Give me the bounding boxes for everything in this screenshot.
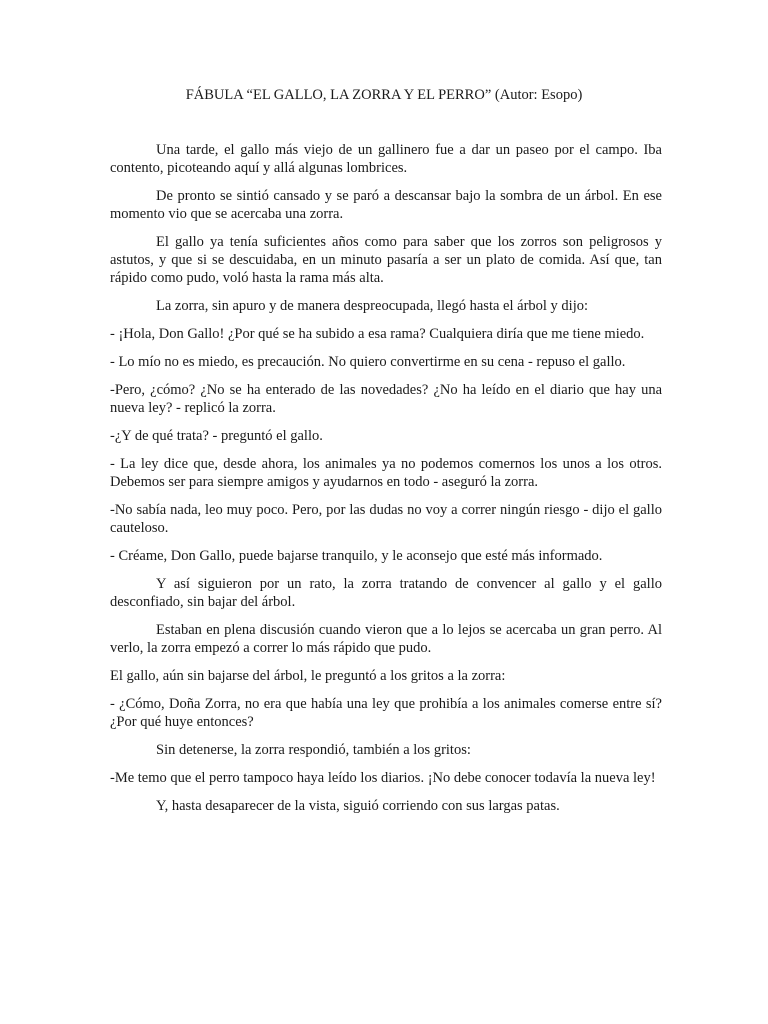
paragraph: Una tarde, el gallo más viejo de un gallinero fue a dar un paseo por el campo. Iba contento, picoteando aquí y allá algunas lombrices. <box>110 142 662 176</box>
document-title: FÁBULA “EL GALLO, LA ZORRA Y EL PERRO” (Autor: Esopo) <box>185 87 583 103</box>
dialogue-line: - ¡Hola, Don Gallo! ¿Por qué se ha subido a esa rama? Cualquiera diría que me tiene miedo. <box>110 326 645 342</box>
dialogue-line: -Me temo que el perro tampoco haya leído los diarios. ¡No debe conocer todavía la nueva ley! <box>110 770 656 786</box>
paragraph: La zorra, sin apuro y de manera despreocupada, llegó hasta el árbol y dijo: <box>156 298 589 314</box>
paragraph: De pronto se sintió cansado y se paró a descansar bajo la sombra de un árbol. En ese momento vio que se acercaba una zorra. <box>110 188 662 222</box>
dialogue-line: - ¿Cómo, Doña Zorra, no era que había una ley que prohibía a los animales comerse entre sí? ¿Por qué huye entonces? <box>110 696 662 730</box>
dialogue-line: -No sabía nada, leo muy poco. Pero, por las dudas no voy a correr ningún riesgo - dijo el gallo cauteloso. <box>110 502 662 536</box>
paragraph: Y, hasta desaparecer de la vista, siguió corriendo con sus largas patas. <box>156 798 560 814</box>
paragraph: Estaban en plena discusión cuando vieron que a lo lejos se acercaba un gran perro. Al verlo, la zorra empezó a correr lo más rápido que pudo. <box>110 622 662 656</box>
dialogue-line: -¿Y de qué trata? - preguntó el gallo. <box>110 428 323 444</box>
dialogue-line: -Pero, ¿cómo? ¿No se ha enterado de las novedades? ¿No ha leído en el diario que hay una nueva ley? - replicó la zorra. <box>110 382 662 416</box>
dialogue-line: - Lo mío no es miedo, es precaución. No quiero convertirme en su cena - repuso el gallo. <box>110 354 626 370</box>
paragraph: El gallo ya tenía suficientes años como para saber que los zorros son peligrosos y astutos, y que si se descuidaba, en un minuto pasaría a ser un plato de comida. Así que, tan rápido como pudo, voló hasta la rama más alta. <box>110 234 662 286</box>
paragraph: Y así siguieron por un rato, la zorra tratando de convencer al gallo y el gallo desconfiado, sin bajar del árbol. <box>110 576 662 610</box>
paragraph: El gallo, aún sin bajarse del árbol, le preguntó a los gritos a la zorra: <box>110 668 506 684</box>
document-body <box>110 141 662 825</box>
paragraph: Sin detenerse, la zorra respondió, también a los gritos: <box>156 742 471 758</box>
dialogue-line: - Créame, Don Gallo, puede bajarse tranquilo, y le aconsejo que esté más informado. <box>110 548 603 564</box>
dialogue-line: - La ley dice que, desde ahora, los animales ya no podemos comernos los unos a los otros. Debemos ser para siempre amigos y ayudarnos en todo - aseguró la zorra. <box>110 456 662 490</box>
